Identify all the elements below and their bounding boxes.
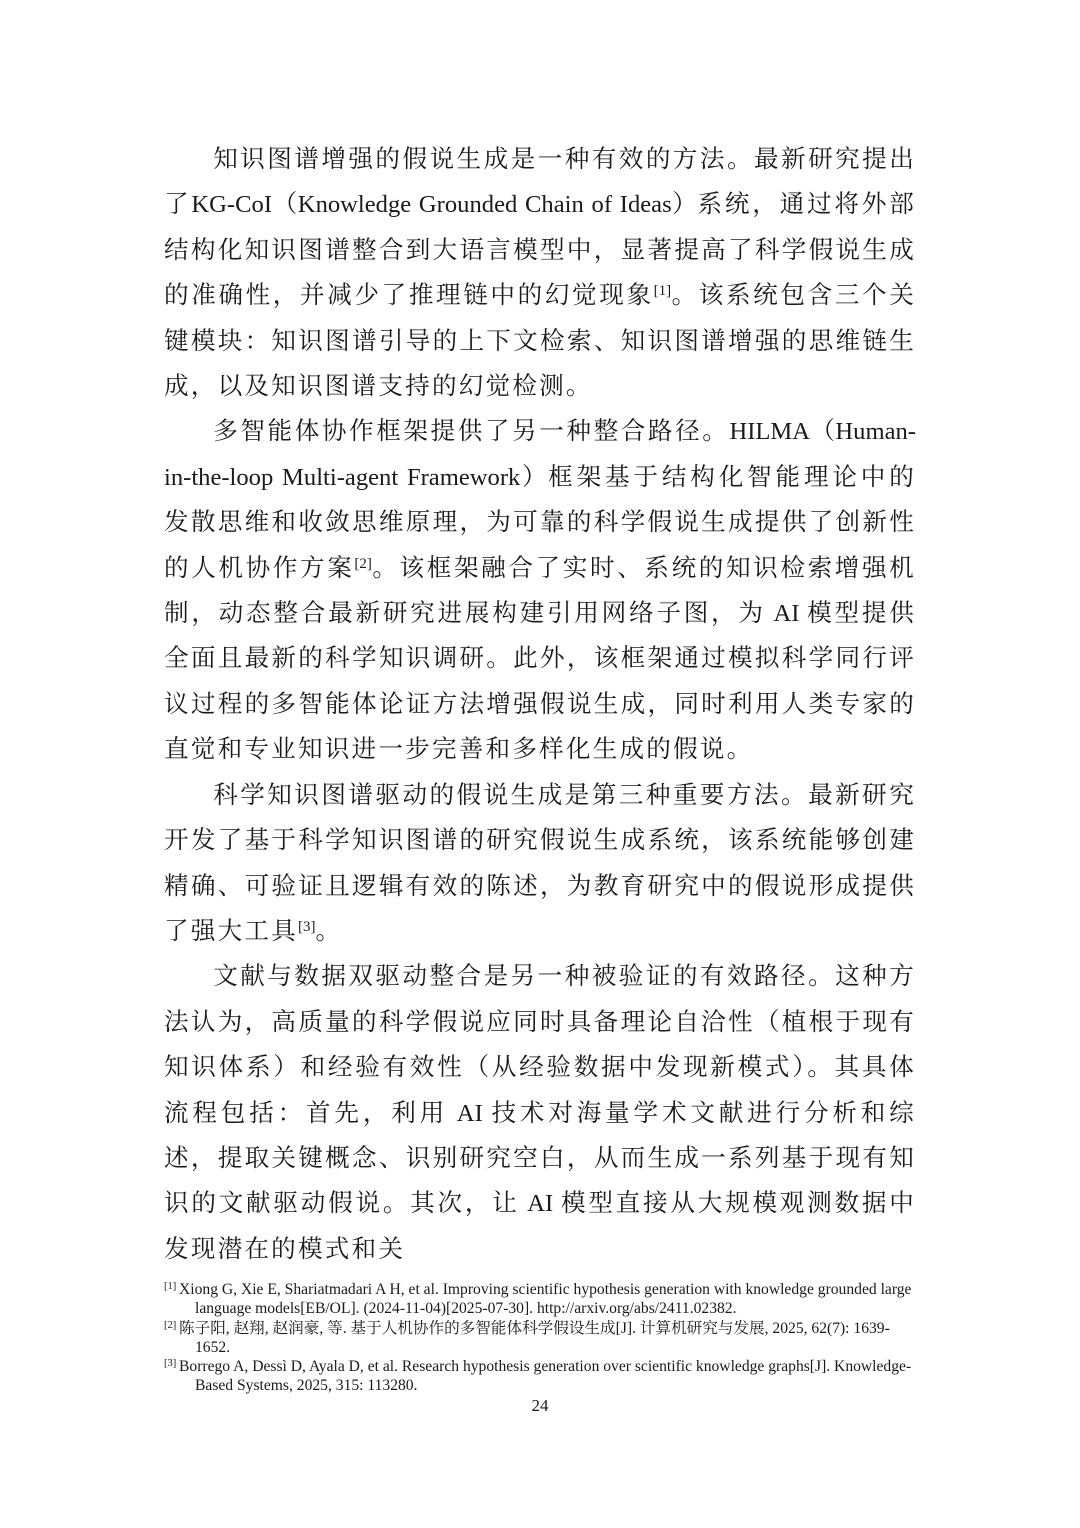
text-run: 多智能体协作框架提供了另一种整合路径。 (213, 418, 730, 446)
footnote-item (164, 1357, 924, 1396)
body-text (164, 137, 916, 1272)
text-run: 模型提供全面且最新的科学知识调研。此外，该框架通过模拟科学同行评议过程的多智能体论证方法增强假说生成，同时利用人类专家的直觉和专业知识进一步完善和多样化生成的假说。 (164, 600, 916, 764)
paragraph-kg-coi (164, 137, 916, 409)
text-run: 文献与数据双驱动整合是另一种被验证的有效路径。这种方法认为，高质量的科学假说应同时具备理论自洽性（植根于现有知识体系）和经验有效性（从经验数据中发现新模式）。其具体流程包括：首先，利用 (164, 963, 916, 1127)
text-run: 知识图谱增强的假说生成是一种有效的方法。最新研究提出了 (164, 146, 916, 219)
footnote-text: Borrego A, Dessì D, Ayala D, et al. Research hypothesis generation over scientific knowledge graphs[J]. Knowledge-Based Systems, 2025, 315: 113280. (179, 1358, 912, 1395)
footnote-item (164, 1319, 924, 1358)
footnote-text: Xiong G, Xie E, Shariatmadari A H, et al. Improving scientific hypothesis generation with knowledge grounded large language models[EB/OL]. (2024-11-04)[2025-07-30]. http://arxiv.org/abs/2411.02382. (179, 1281, 912, 1318)
footnote-divider (164, 1268, 404, 1269)
text-run-latin: AI (765, 600, 808, 628)
footnote-mark: [3] (164, 1358, 177, 1370)
text-run-latin: AI (448, 1099, 492, 1127)
footnote-mark: [1] (164, 1281, 177, 1292)
paragraph-knowledge-graph (164, 773, 916, 955)
text-run: 。 (315, 917, 343, 945)
text-run-latin: KG-CoI（Knowledge Grounded Chain of Ideas） (191, 191, 698, 219)
footnote-mark: [2] (164, 1319, 177, 1331)
footnote-reference[interactable]: [3] (297, 918, 316, 935)
text-run: 框架基于结构化智能理论中的发散思维和收敛思维原理，为可靠的科学假说生成提供了创新性的人机协作方案 (164, 463, 917, 582)
footnote-reference[interactable]: [1] (653, 282, 672, 299)
text-run: 科学知识图谱驱动的假说生成是第三种重要方法。最新研究开发了基于科学知识图谱的研究假说生成系统，该系统能够创建精确、可验证且逻辑有效的陈述，为教育研究中的假说形成提供了强大工具 (164, 781, 916, 945)
footnote-text: 陈子阳, 赵翔, 赵润豪, 等. 基于人机协作的多智能体科学假设生成[J]. 计算机研究与发展, 2025, 62(7): 1639-1652. (179, 1319, 890, 1356)
text-run: 。该系统包含三个关键模块：知识图谱引导的上下文检索、知识图谱增强的思维链生成，以及知识图谱支持的幻觉检测。 (164, 282, 916, 401)
text-run: 模型直接从大规模观测数据中发现潜在的模式和关 (164, 1190, 916, 1263)
paragraph-dual-driven (164, 954, 916, 1272)
text-run-latin: HILMA（Human-in-the-loop Multi-agent Framework） (164, 418, 916, 491)
text-run-latin: AI (519, 1190, 561, 1218)
footnotes (164, 1280, 924, 1396)
footnote-item (164, 1280, 924, 1319)
text-run: 系统，通过将外部结构化知识图谱整合到大语言模型中，显著提高了科学假说生成的准确性，并减少了推理链中的幻觉现象 (164, 191, 917, 310)
paragraph-hilma (164, 409, 916, 772)
text-run: 技术对海量学术文献进行分析和综述，提取关键概念、识别研究空白，从而生成一系列基于现有知识的文献驱动假说。其次，让 (164, 1099, 916, 1218)
page-number: 24 (531, 1396, 549, 1415)
footnote-reference[interactable]: [2] (354, 555, 372, 572)
text-run: 。该框架融合了实时、系统的知识检索增强机制，动态整合最新研究进展构建引用网络子图，为 (164, 554, 916, 628)
